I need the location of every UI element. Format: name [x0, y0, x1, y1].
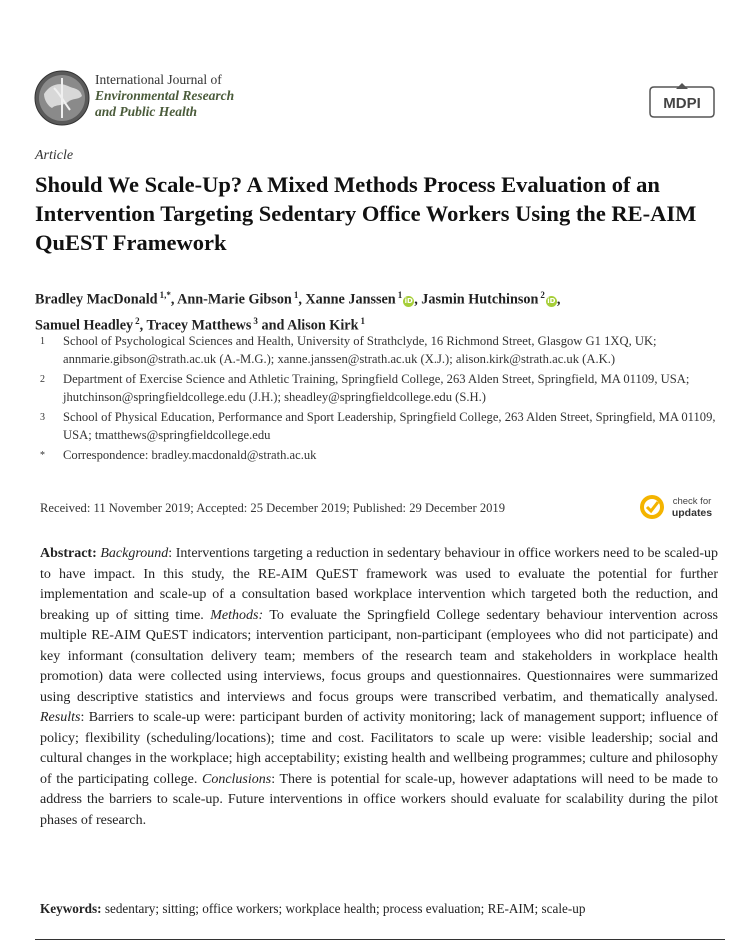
publication-dates: Received: 11 November 2019; Accepted: 25 December 2019; Published: 29 December 2019	[40, 501, 506, 515]
journal-name	[95, 72, 234, 120]
author-affiliation-marker: 3	[253, 315, 258, 326]
author-separator: ,	[414, 291, 422, 308]
orcid-icon[interactable]: iD	[547, 296, 556, 305]
author-separator: and	[257, 317, 288, 334]
affiliation-marker: 2	[40, 374, 45, 385]
abstract-results-text: : Barriers to scale-up were: participant burden of activity monitoring; lack of management support; influence of policy; flexibility (scheduling/locations); time and cost. Facilitators to scale up were: visible leadership; social and cultural changes in the workplace; high acceptability; existing health and wellbeing programmes; culture and philosophy of the participating college.	[40, 710, 718, 787]
article-title: Should We Scale-Up? A Mixed Methods Process Evaluation of an Intervention Targeting Sedentary Office Workers Using the RE-AIM QuEST Framework	[35, 172, 697, 255]
abstract-background-text: : Interventions targeting a reduction in sedentary behaviour in office workers need to be scaled-up to have impact. In this study, the RE-AIM QuEST framework was used to evaluate the potential for further implementation and scale-up of a consultation based workplace intervention which targeted both the reduction, and breaking up of sitting time.	[40, 546, 718, 623]
affiliation-item	[35, 371, 725, 406]
abstract-results-label: Results	[40, 710, 81, 725]
check-updates-line2: updates	[671, 507, 713, 519]
author-name[interactable]: Xanne Janssen	[305, 291, 396, 308]
orcid-icon[interactable]: iD	[404, 296, 413, 305]
author-name[interactable]: Bradley MacDonald	[35, 291, 158, 308]
abstract-background-label: Background	[100, 546, 169, 561]
mdpi-logo-text: MDPI	[663, 95, 701, 112]
check-for-updates-badge[interactable]	[638, 491, 722, 523]
check-updates-icon	[638, 491, 722, 523]
abstract-conclusions-label: Conclusions	[201, 771, 272, 787]
author-affiliation-marker: 2	[540, 290, 545, 300]
affiliation-marker: 3	[40, 412, 45, 423]
abstract-conclusions-text: : There is potential for scale-up, however adaptations will need to be made to address the barriers to scale-up. Future interventions in office workers should evaluate for scalability during the pilot phases of research.	[40, 771, 718, 828]
author-list	[35, 285, 725, 336]
affiliation-text: Department of Exercise Science and Athletic Training, Springfield College, 263 Alden Street, Springfield, MA 01109, USA; jhutchinson@springfieldcollege.edu (J.H.); sheadley@springfieldcollege.edu (S.H.)	[63, 372, 690, 404]
abstract	[40, 544, 718, 831]
affiliation-marker: 1	[40, 336, 45, 347]
author-affiliation-marker: 1	[360, 315, 365, 326]
journal-logo-icon	[34, 70, 90, 126]
author-name[interactable]: Alison Kirk	[287, 317, 359, 334]
affiliation-item	[35, 409, 725, 444]
author-affiliation-marker: 1	[397, 290, 403, 300]
affiliation-item	[35, 333, 725, 368]
author-name[interactable]: Samuel Headley	[35, 317, 134, 334]
affiliations-list	[35, 333, 725, 468]
author-separator: ,	[556, 291, 561, 308]
author-name[interactable]: Tracey Matthews	[146, 317, 252, 334]
author-name[interactable]: Jasmin Hutchinson	[421, 291, 539, 308]
author-affiliation-marker: 1,*	[159, 290, 171, 300]
abstract-label: Abstract:	[40, 546, 97, 561]
article-type: Article	[35, 148, 74, 163]
author-name[interactable]: Ann-Marie Gibson	[177, 291, 292, 308]
author-separator: ,	[298, 291, 306, 308]
journal-name-line3: and Public Health	[95, 104, 198, 119]
affiliation-text: Correspondence: bradley.macdonald@strath.ac.uk	[63, 448, 317, 462]
affiliation-marker: *	[40, 450, 45, 461]
author-separator: ,	[139, 317, 147, 334]
affiliation-item	[35, 447, 725, 465]
keywords	[40, 901, 730, 917]
affiliation-text: School of Psychological Sciences and Health, University of Strathclyde, 16 Richmond Street, Glasgow G1 1XQ, UK; annmarie.gibson@strath.ac.uk (A.-M.G.); xanne.janssen@strath.ac.uk (X.J.); alison.kirk@strath.ac.uk (A.K.)	[63, 334, 657, 366]
author-separator: ,	[170, 291, 178, 308]
bottom-divider	[35, 939, 725, 940]
keywords-label: Keywords:	[40, 901, 102, 916]
abstract-methods-label: Methods:	[210, 607, 264, 623]
journal-name-line2: Environmental Research	[95, 88, 235, 103]
mdpi-logo	[648, 83, 716, 121]
check-updates-line1: check for	[672, 496, 712, 507]
author-affiliation-marker: 2	[135, 315, 140, 326]
affiliation-text: School of Physical Education, Performance and Sport Leadership, Springfield College, 263 Alden Street, Springfield, MA 01109, USA; tmatthews@springfieldcollege.edu	[63, 410, 716, 442]
abstract-methods-text: To evaluate the Springfield College sedentary behaviour intervention across multiple RE-AIM QuEST indicators; intervention participant, non-participant (employees who did not participate) and key informant (consultation delivery team; members of the research team and stakeholders in workplace health promotion) data were collected using interviews, focus groups and questionnaires. Questionnaires were summarized using descriptive statistics and interviews and focus groups were transcribed verbatim, and thematically analysed.	[40, 607, 719, 705]
journal-name-line1: International Journal of	[95, 72, 222, 87]
keywords-text: sedentary; sitting; office workers; workplace health; process evaluation; RE-AIM; scale-up	[104, 901, 586, 916]
author-affiliation-marker: 1	[293, 290, 299, 300]
